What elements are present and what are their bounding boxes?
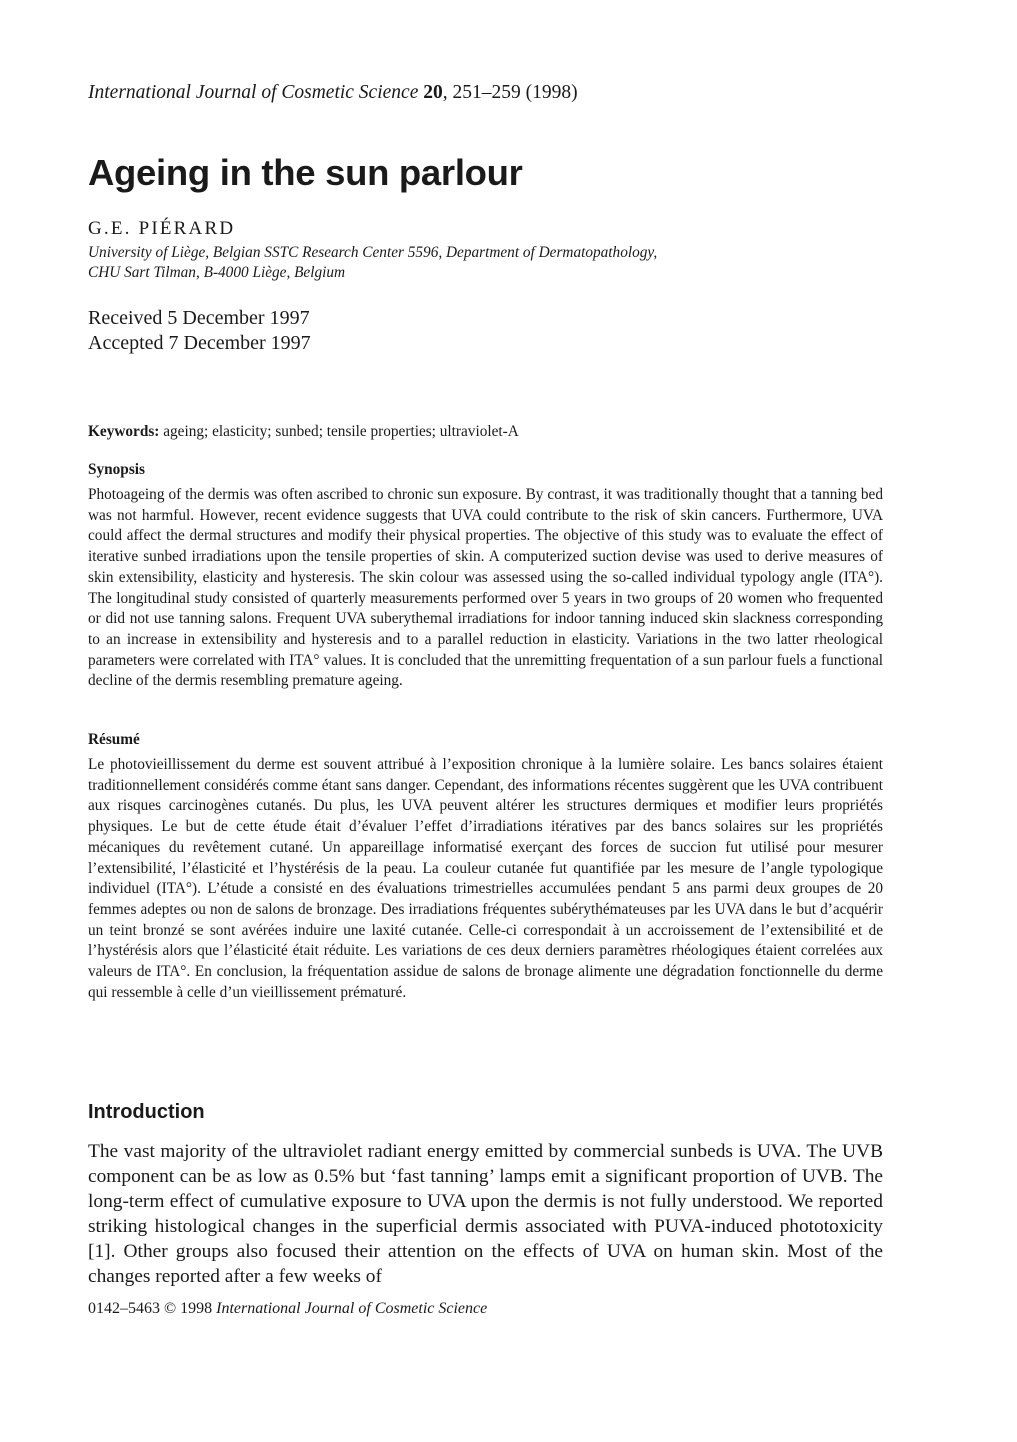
journal-citation <box>88 82 578 104</box>
introduction-text: The vast majority of the ultraviolet radiant energy emitted by commercial sunbeds is UVA. The UVB component can be as low as 0.5% but ‘fast tanning’ lamps emit a significant proportion of UVB. The long-term effect of cumulative exposure to UVA upon the dermis is not fully understood. We reported striking histological changes in the superficial dermis associated with PUVA-induced phototoxicity [1]. Other groups also focused their attention on the effects of UVA on human skin. Most of the changes reported after a few weeks of <box>88 1141 883 1287</box>
synopsis-text: Photoageing of the dermis was often ascribed to chronic sun exposure. By contrast, it was traditionally thought that a tanning bed was not harmful. However, recent evidence suggests that UVA could contribute to the risk of skin cancers. Furthermore, UVA could affect the dermal structures and modify their physical properties. The objective of this study was to evaluate the effect of iterative sunbed irradiations upon the tensile properties of skin. A computerized suction devise was used to derive measures of skin extensibility, elasticity and hysteresis. The skin colour was assessed using the so-called individual typology angle (ITA°). The longitudinal study consisted of quarterly measurements performed over 5 years in two groups of 20 women who frequented or did not use tanning salons. Frequent UVA suberythemal irradiations for indoor tanning induced skin slackness corresponding to an increase in extensibility and hysteresis and to a parallel reduction in elasticity. Variations in the two latter rheological parameters were correlated with ITA° values. It is concluded that the unremitting frequentation of a sun parlour fuels a functional decline of the dermis resembling premature ageing. <box>88 486 883 690</box>
resume-text: Le photovieillissement du derme est souvent attribué à l’exposition chronique à la lumière solaire. Les bancs solaires étaient traditionnellement considérés comme étant sans danger. Cependant, des informations récentes suggèrent que les UVA contribuent aux risques carcinogènes cutanés. Du plus, les UVA peuvent altérer les structures dermiques et modifier leurs propriétés physiques. Le but de cette étude était d’évaluer l’effet d’irradiations itératives par des bancs solaires sur les propriétés mécaniques du revêtement cutané. Un appareillage informatisé exerçant des forces de succion fut utilisé pour mesurer l’extensibilité, l’élasticité et l’hystérésis de la peau. La couleur cutanée fut quantifiée par les mesure de l’angle typologique individuel (ITA°). L’étude a consisté en des évaluations trimestrielles accumulées pendant 5 ans parmi deux groupes de 20 femmes adeptes ou non de salons de bronzage. Des irradiations fréquentes subérythémateuses par les UVA dans le but d’acquérir un teint bronzé se sont avérées induire une laxité cutanée. Celle-ci correspondait à un accroissement de l’extensibilité et de l’hystérésis alors que l’élasticité était réduite. Les variations de ces deux derniers paramètres rhéologiques étaient correlées aux valeurs de ITA°. En conclusion, la fréquentation assidue de salons de bronage alimente une dégradation fonctionnelle du derme qui ressemble à celle d’un vieillissement prématuré. <box>88 756 883 1001</box>
footer-issn-copyright: 0142–5463 © 1998 <box>88 1300 217 1317</box>
journal-volume: 20 <box>423 82 443 103</box>
footer-journal-name: International Journal of Cosmetic Science <box>216 1300 488 1317</box>
synopsis-heading: Synopsis <box>88 461 145 478</box>
resume-heading: Résumé <box>88 731 140 748</box>
received-date: Received 5 December 1997 <box>88 307 310 329</box>
affiliation-line-2: CHU Sart Tilman, B-4000 Liège, Belgium <box>88 264 346 281</box>
journal-name: International Journal of Cosmetic Science <box>88 82 419 103</box>
page-footer <box>88 1300 487 1318</box>
journal-pages-year: , 251–259 (1998) <box>442 82 578 103</box>
author-name: G.E. PIÉRARD <box>88 218 236 239</box>
keywords <box>88 423 519 441</box>
affiliation-line-1: University of Liège, Belgian SSTC Research Center 5596, Department of Dermatopathology, <box>88 244 658 261</box>
introduction-heading: Introduction <box>88 1101 205 1123</box>
article-title: Ageing in the sun parlour <box>88 152 523 193</box>
keywords-label: Keywords: <box>88 423 160 440</box>
article-dates <box>88 306 311 356</box>
author-affiliation <box>88 243 657 283</box>
keywords-text: ageing; elasticity; sunbed; tensile properties; ultraviolet-A <box>159 423 519 440</box>
accepted-date: Accepted 7 December 1997 <box>88 332 311 354</box>
